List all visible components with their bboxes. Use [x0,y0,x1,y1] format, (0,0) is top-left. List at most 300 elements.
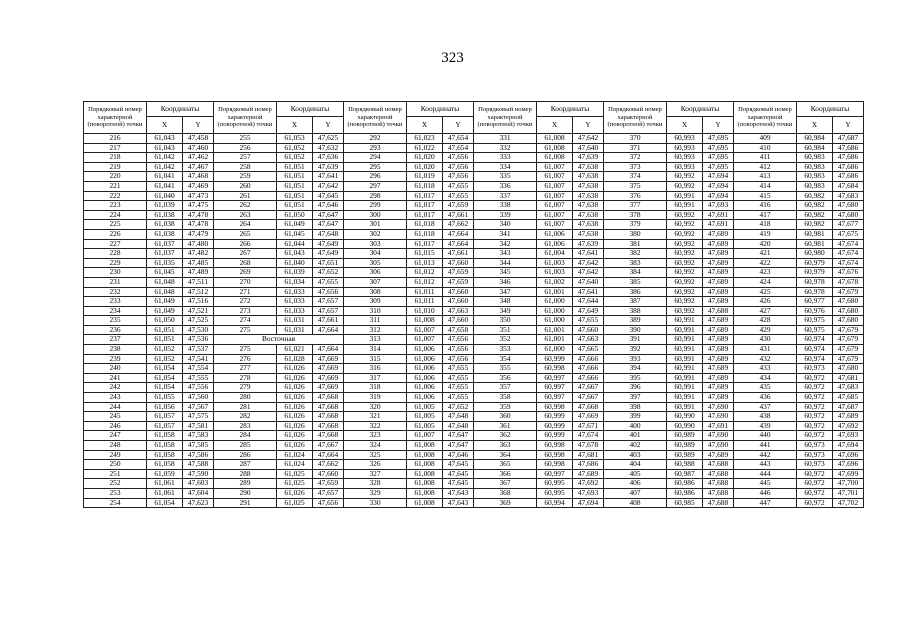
x-coordinate-cell: 60,981 [797,239,833,249]
x-coordinate-cell: 61,006 [407,354,443,364]
x-coordinate-cell: 61,055 [147,393,183,403]
y-coordinate-cell: 47,689 [703,297,734,307]
y-coordinate-cell: 47,654 [443,134,474,144]
point-number-cell: 221 [84,181,147,191]
point-number-cell: 429 [734,325,797,335]
x-coordinate-cell: 61,015 [407,249,443,259]
x-coordinate-cell: 60,980 [797,249,833,259]
page-number: 323 [441,50,464,66]
point-number-cell: 243 [84,393,147,403]
x-coordinate-cell: 60,973 [797,460,833,470]
y-coordinate-cell: 47,554 [183,364,214,374]
point-number-cell: 351 [474,325,537,335]
x-coordinate-cell: 61,018 [407,220,443,230]
x-coordinate-cell: 61,012 [407,268,443,278]
x-coordinate-cell: 61,017 [407,191,443,201]
x-coordinate-cell: 60,972 [797,469,833,479]
x-coordinate-cell: 61,033 [277,297,313,307]
x-coordinate-cell: 61,049 [147,306,183,316]
x-coordinate-cell: 60,982 [797,191,833,201]
y-header: Y [703,117,734,134]
x-coordinate-cell: 61,005 [407,412,443,422]
x-coordinate-cell: 61,040 [277,258,313,268]
table-row [84,277,864,287]
point-number-cell: 422 [734,258,797,268]
y-coordinate-cell: 47,689 [703,249,734,259]
y-coordinate-cell: 47,643 [443,488,474,498]
point-number-cell: 275 [214,325,277,335]
table-row [84,488,864,498]
x-coordinate-cell: 60,992 [667,239,703,249]
x-coordinate-cell: 61,006 [407,373,443,383]
x-coordinate-cell: 61,051 [147,335,183,345]
point-number-cell: 299 [344,201,407,211]
y-coordinate-cell: 47,668 [313,431,344,441]
y-coordinate-cell: 47,693 [703,201,734,211]
point-number-cell: 292 [344,134,407,144]
x-coordinate-cell: 61,045 [147,268,183,278]
table-row [84,364,864,374]
table-row [84,181,864,191]
point-number-cell: 241 [84,373,147,383]
point-number-cell: 366 [474,469,537,479]
y-coordinate-cell: 47,638 [573,191,604,201]
x-coordinate-cell: 60,984 [797,143,833,153]
x-coordinate-cell: 60,983 [797,181,833,191]
x-coordinate-cell: 60,992 [667,306,703,316]
x-coordinate-cell: 60,993 [667,143,703,153]
y-coordinate-cell: 47,668 [313,412,344,422]
point-number-cell: 388 [604,306,667,316]
point-number-cell: 288 [214,469,277,479]
y-coordinate-cell: 47,658 [443,325,474,335]
x-coordinate-cell: 61,007 [407,335,443,345]
y-header: Y [443,117,474,134]
y-coordinate-cell: 47,655 [443,373,474,383]
y-coordinate-cell: 47,632 [313,143,344,153]
x-coordinate-cell: 61,025 [277,469,313,479]
point-number-cell: 404 [604,460,667,470]
y-coordinate-cell: 47,640 [573,277,604,287]
y-coordinate-cell: 47,636 [313,153,344,163]
y-coordinate-cell: 47,693 [833,431,864,441]
y-coordinate-cell: 47,460 [183,143,214,153]
point-number-cell: 265 [214,229,277,239]
x-coordinate-cell: 60,974 [797,354,833,364]
y-coordinate-cell: 47,604 [183,488,214,498]
point-number-cell: 317 [344,373,407,383]
y-coordinate-cell: 47,664 [443,229,474,239]
x-coordinate-cell: 61,058 [147,450,183,460]
y-coordinate-cell: 47,655 [313,277,344,287]
x-coordinate-cell: 60,997 [537,383,573,393]
x-coordinate-cell: 60,997 [537,469,573,479]
y-coordinate-cell: 47,643 [443,498,474,508]
x-coordinate-cell: 61,052 [277,143,313,153]
y-coordinate-cell: 47,462 [183,153,214,163]
point-number-cell: 286 [214,450,277,460]
point-number-cell: 348 [474,297,537,307]
x-coordinate-cell: 60,992 [667,220,703,230]
point-number-cell: 446 [734,488,797,498]
x-coordinate-cell: 61,054 [147,364,183,374]
point-number-cell: 409 [734,134,797,144]
point-number-cell: 264 [214,220,277,230]
y-coordinate-cell: 47,667 [313,441,344,451]
coordinates-header: Координаты [277,102,344,117]
y-coordinate-cell: 47,638 [573,162,604,172]
x-coordinate-cell: 60,991 [667,393,703,403]
y-coordinate-cell: 47,691 [703,210,734,220]
x-coordinate-cell: 60,989 [667,450,703,460]
point-number-cell: 237 [84,335,147,345]
point-number-cell: 419 [734,229,797,239]
y-coordinate-cell: 47,478 [183,220,214,230]
point-number-cell: 227 [84,239,147,249]
y-coordinate-cell: 47,700 [833,479,864,489]
y-coordinate-cell: 47,669 [313,364,344,374]
x-coordinate-cell: 61,026 [277,402,313,412]
y-coordinate-cell: 47,525 [183,316,214,326]
y-coordinate-cell: 47,656 [443,172,474,182]
point-number-cell: 403 [604,450,667,460]
point-number-cell: 335 [474,172,537,182]
y-coordinate-cell: 47,686 [833,172,864,182]
y-coordinate-cell: 47,660 [443,316,474,326]
y-coordinate-cell: 47,683 [833,191,864,201]
x-coordinate-cell: 61,053 [277,134,313,144]
point-number-cell: 249 [84,450,147,460]
x-coordinate-cell: 61,061 [147,479,183,489]
x-coordinate-cell: 61,011 [407,287,443,297]
point-number-cell: 445 [734,479,797,489]
y-coordinate-cell: 47,590 [183,469,214,479]
point-number-cell: 431 [734,345,797,355]
x-header: X [667,117,703,134]
point-number-cell: 344 [474,258,537,268]
y-coordinate-cell: 47,641 [573,249,604,259]
point-number-cell: 289 [214,479,277,489]
y-coordinate-cell: 47,651 [313,258,344,268]
x-coordinate-cell: 61,011 [407,297,443,307]
y-coordinate-cell: 47,669 [313,383,344,393]
y-coordinate-cell: 47,689 [703,277,734,287]
x-coordinate-cell: 61,052 [147,354,183,364]
x-coordinate-cell: 61,026 [277,373,313,383]
point-number-cell: 258 [214,162,277,172]
y-coordinate-cell: 47,458 [183,134,214,144]
table-row [84,201,864,211]
x-coordinate-cell: 61,020 [407,162,443,172]
point-number-cell: 447 [734,498,797,508]
point-number-cell: 293 [344,143,407,153]
point-number-cell: 217 [84,143,147,153]
x-coordinate-cell: 61,004 [537,249,573,259]
point-number-cell: 232 [84,287,147,297]
point-number-cell: 240 [84,364,147,374]
y-coordinate-cell: 47,642 [573,258,604,268]
y-coordinate-cell: 47,541 [183,354,214,364]
y-coordinate-cell: 47,645 [313,191,344,201]
point-number-cell: 441 [734,441,797,451]
point-number-cell: 277 [214,364,277,374]
point-number-cell: 420 [734,239,797,249]
x-coordinate-cell: 60,973 [797,450,833,460]
point-number-cell: 256 [214,143,277,153]
x-coordinate-cell: 61,044 [277,239,313,249]
x-coordinate-cell: 61,006 [407,345,443,355]
point-number-cell: 411 [734,153,797,163]
x-coordinate-cell: 61,038 [147,229,183,239]
x-coordinate-cell: 60,975 [797,316,833,326]
point-number-cell: 359 [474,402,537,412]
y-coordinate-cell: 47,655 [443,191,474,201]
point-number-cell: 254 [84,498,147,508]
point-number-cell: 234 [84,306,147,316]
x-coordinate-cell: 61,025 [277,479,313,489]
point-number-cell: 315 [344,354,407,364]
x-coordinate-cell: 60,991 [667,373,703,383]
table-row [84,220,864,230]
y-coordinate-cell: 47,686 [573,460,604,470]
y-coordinate-cell: 47,680 [833,210,864,220]
point-number-cell: 327 [344,469,407,479]
point-number-cell: 372 [604,153,667,163]
y-coordinate-cell: 47,666 [573,364,604,374]
y-coordinate-cell: 47,645 [443,460,474,470]
x-coordinate-cell: 60,983 [797,172,833,182]
y-coordinate-cell: 47,641 [573,287,604,297]
y-header: Y [573,117,604,134]
y-coordinate-cell: 47,676 [833,268,864,278]
x-coordinate-cell: 61,051 [277,191,313,201]
y-coordinate-cell: 47,679 [833,345,864,355]
point-number-cell: 262 [214,201,277,211]
point-number-cell: 378 [604,210,667,220]
y-coordinate-cell: 47,656 [313,498,344,508]
x-coordinate-cell: 61,026 [277,431,313,441]
x-coordinate-cell: 60,974 [797,335,833,345]
point-number-cell: 247 [84,431,147,441]
x-coordinate-cell: 61,051 [147,325,183,335]
x-coordinate-cell: 61,007 [537,220,573,230]
y-coordinate-cell: 47,649 [573,306,604,316]
y-coordinate-cell: 47,695 [703,143,734,153]
x-coordinate-cell: 61,058 [147,431,183,441]
x-coordinate-cell: 60,992 [667,172,703,182]
y-coordinate-cell: 47,691 [703,421,734,431]
x-coordinate-cell: 61,051 [277,162,313,172]
y-coordinate-cell: 47,690 [703,412,734,422]
point-number-cell: 355 [474,364,537,374]
point-number-cell: 231 [84,277,147,287]
y-coordinate-cell: 47,660 [443,287,474,297]
x-coordinate-cell: 60,985 [667,498,703,508]
point-number-cell: 373 [604,162,667,172]
point-number-cell: 242 [84,383,147,393]
table-row [84,268,864,278]
x-coordinate-cell: 60,992 [667,210,703,220]
x-coordinate-cell: 60,994 [537,498,573,508]
y-coordinate-cell: 47,689 [703,345,734,355]
point-number-cell: 325 [344,450,407,460]
point-number-cell: 374 [604,172,667,182]
point-number-cell: 391 [604,335,667,345]
x-coordinate-cell: 61,050 [277,210,313,220]
x-coordinate-cell: 60,991 [667,383,703,393]
x-coordinate-cell: 61,026 [277,383,313,393]
point-number-cell: 414 [734,181,797,191]
point-number-cell: 319 [344,393,407,403]
point-number-cell: 337 [474,191,537,201]
point-number-cell: 282 [214,412,277,422]
y-coordinate-cell: 47,688 [703,488,734,498]
point-number-cell: 233 [84,297,147,307]
point-number-cell: 313 [344,335,407,345]
x-coordinate-cell: 60,982 [797,210,833,220]
y-coordinate-cell: 47,692 [573,479,604,489]
point-number-cell: 330 [344,498,407,508]
x-coordinate-cell: 60,972 [797,383,833,393]
x-coordinate-cell: 60,991 [667,345,703,355]
point-number-cell: 287 [214,460,277,470]
y-coordinate-cell: 47,667 [573,383,604,393]
point-number-cell: 384 [604,268,667,278]
x-coordinate-cell: 60,992 [667,297,703,307]
x-coordinate-cell: 61,005 [407,421,443,431]
y-coordinate-cell: 47,690 [703,402,734,412]
y-coordinate-cell: 47,648 [443,421,474,431]
x-coordinate-cell: 61,031 [277,325,313,335]
point-number-cell: 434 [734,373,797,383]
y-coordinate-cell: 47,664 [313,450,344,460]
point-number-cell: 353 [474,345,537,355]
point-number-cell: 440 [734,431,797,441]
y-coordinate-cell: 47,655 [573,316,604,326]
point-number-cell: 259 [214,172,277,182]
y-coordinate-cell: 47,686 [833,143,864,153]
x-coordinate-cell: 61,035 [147,258,183,268]
x-coordinate-cell: 61,018 [407,229,443,239]
y-coordinate-cell: 47,689 [703,364,734,374]
point-number-cell: 367 [474,479,537,489]
point-number-cell: 430 [734,335,797,345]
y-coordinate-cell: 47,656 [443,335,474,345]
point-number-cell: 323 [344,431,407,441]
point-number-cell: 281 [214,402,277,412]
point-number-cell: 326 [344,460,407,470]
x-coordinate-cell: 60,973 [797,441,833,451]
point-number-cell: 380 [604,229,667,239]
x-coordinate-cell: 60,972 [797,431,833,441]
y-coordinate-cell: 47,669 [573,412,604,422]
y-coordinate-cell: 47,663 [443,306,474,316]
table-row [84,134,864,144]
x-coordinate-cell: 61,048 [147,287,183,297]
y-coordinate-cell: 47,639 [573,153,604,163]
y-coordinate-cell: 47,489 [183,268,214,278]
point-number-cell: 266 [214,239,277,249]
y-coordinate-cell: 47,638 [573,229,604,239]
point-number-cell: 421 [734,249,797,259]
x-coordinate-cell: 61,057 [147,412,183,422]
x-coordinate-cell: 60,999 [537,412,573,422]
point-number-cell: 339 [474,210,537,220]
y-coordinate-cell: 47,555 [183,373,214,383]
y-coordinate-cell: 47,688 [703,460,734,470]
point-number-cell: 236 [84,325,147,335]
x-coordinate-cell: 61,008 [407,469,443,479]
point-number-cell: 437 [734,402,797,412]
y-coordinate-cell: 47,666 [573,373,604,383]
x-coordinate-cell: 61,026 [277,441,313,451]
point-number-header: Порядковый номер характерной (поворотной) точки [604,102,667,134]
point-number-cell: 284 [214,431,277,441]
point-number-cell: 252 [84,479,147,489]
y-coordinate-cell: 47,659 [443,268,474,278]
x-coordinate-cell: 61,008 [407,479,443,489]
x-coordinate-cell: 60,991 [667,316,703,326]
y-coordinate-cell: 47,679 [833,287,864,297]
y-coordinate-cell: 47,679 [833,335,864,345]
y-coordinate-cell: 47,468 [183,172,214,182]
x-coordinate-cell: 60,990 [667,421,703,431]
y-coordinate-cell: 47,689 [703,383,734,393]
y-coordinate-cell: 47,666 [573,354,604,364]
y-coordinate-cell: 47,478 [183,210,214,220]
y-coordinate-cell: 47,642 [573,268,604,278]
point-number-cell: 267 [214,249,277,259]
y-coordinate-cell: 47,521 [183,306,214,316]
x-coordinate-cell: 61,024 [277,460,313,470]
y-coordinate-cell: 47,644 [573,297,604,307]
point-number-cell: 309 [344,297,407,307]
y-coordinate-cell: 47,655 [443,181,474,191]
y-coordinate-cell: 47,656 [443,153,474,163]
point-number-header: Порядковый номер характерной (поворотной) точки [474,102,537,134]
x-coordinate-cell: 61,026 [277,412,313,422]
x-coordinate-cell: 61,043 [147,134,183,144]
x-coordinate-cell: 61,001 [537,335,573,345]
x-header: X [797,117,833,134]
point-number-cell: 356 [474,373,537,383]
point-number-cell: 331 [474,134,537,144]
point-number-cell: 291 [214,498,277,508]
point-number-cell: 278 [214,373,277,383]
y-coordinate-cell: 47,660 [573,325,604,335]
point-number-cell: 341 [474,229,537,239]
y-coordinate-cell: 47,668 [313,402,344,412]
x-coordinate-cell: 60,978 [797,277,833,287]
y-coordinate-cell: 47,669 [313,373,344,383]
y-coordinate-cell: 47,581 [183,421,214,431]
x-coordinate-cell: 61,054 [147,498,183,508]
y-coordinate-cell: 47,689 [703,373,734,383]
point-number-cell: 295 [344,162,407,172]
y-coordinate-cell: 47,638 [573,181,604,191]
table-row [84,393,864,403]
point-number-cell: 392 [604,345,667,355]
y-coordinate-cell: 47,583 [183,431,214,441]
x-coordinate-cell: 61,059 [147,469,183,479]
x-coordinate-cell: 60,999 [537,354,573,364]
table-row [84,162,864,172]
x-coordinate-cell: 61,031 [277,316,313,326]
y-coordinate-cell: 47,696 [833,450,864,460]
x-coordinate-cell: 60,972 [797,412,833,422]
x-coordinate-cell: 60,979 [797,258,833,268]
y-coordinate-cell: 47,646 [313,201,344,211]
